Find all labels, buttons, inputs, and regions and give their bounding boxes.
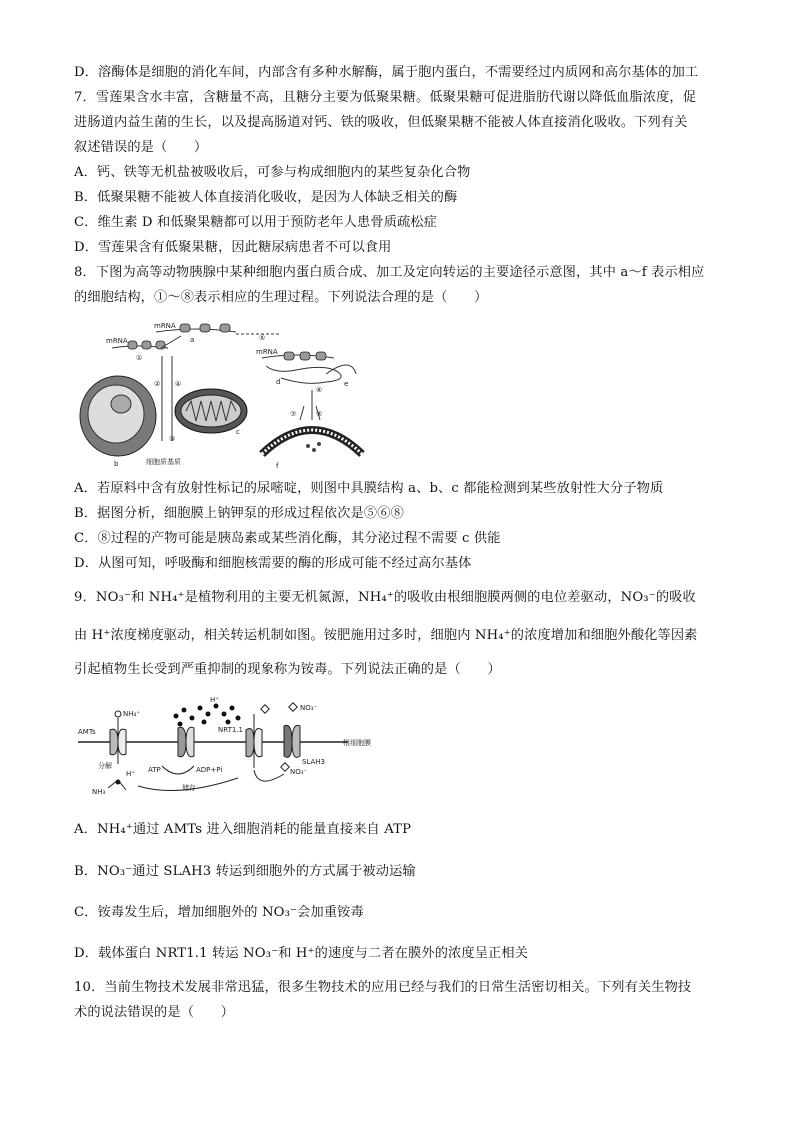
label-h-top: H⁺: [210, 696, 219, 704]
label-fenjie: 分解: [98, 762, 112, 770]
q7-stem-line1: 7．雪莲果含水丰富，含糖量不高，且糖分主要为低聚果糖。低聚果糖可促进脂肪代谢以降低血脂浓度，促: [74, 90, 697, 105]
nh4-ion-top: [115, 711, 121, 717]
label-slah3: SLAH3: [302, 758, 326, 766]
q10-stem-line1: 10．当前生物技术发展非常迅猛，很多生物技术的应用已经与我们的日常生活密切相关。下列有关生物技: [74, 980, 692, 995]
atp-adp-arrow: [162, 766, 194, 774]
label-atp: ATP: [148, 766, 161, 774]
q7-option-b: B．低聚果糖不能被人体直接消化吸收，是因为人体缺乏相关的酶: [74, 190, 458, 205]
q7-option-d: D．雪莲果含有低聚果糖，因此糖尿病患者不可以食用: [74, 240, 392, 255]
no3-cycle-arrow: [254, 770, 284, 781]
q9-option-d: D．载体蛋白 NRT1.1 转运 NO₃⁻和 H⁺的速度与二者在膜外的浓度呈正相关: [74, 946, 529, 961]
q7-option-a: A．钙、铁等无机盐被吸收后，可参与构成细胞内的某些复杂化合物: [74, 165, 471, 180]
q9-figure: [78, 694, 388, 800]
q6-option-d: D．溶酶体是细胞的消化车间，内部含有多种水解酶，属于胞内蛋白，不需要经过内质网和高尔基体的加工: [74, 65, 699, 80]
q9-stem-line1: 9．NO₃⁻和 NH₄⁺是植物利用的主要无机氮源，NH₄⁺的吸收由根细胞膜两侧的电位差驱动，NO₃⁻的吸收: [74, 590, 696, 605]
no3-ion-bottom: [281, 763, 289, 771]
label-p8: ⑧: [316, 410, 323, 418]
ribosome-group-left: [128, 341, 165, 349]
label-c: c: [236, 428, 240, 436]
label-e: e: [344, 380, 349, 388]
ribosome-group-a: [180, 324, 230, 332]
q8-option-a: A．若原料中含有放射性标记的尿嘧啶，则图中具膜结构 a、b、c 都能检测到某些放射性大分子物质: [74, 481, 664, 496]
slah3-transporter: [284, 725, 300, 757]
label-matrix: 细胞质基质: [146, 458, 181, 466]
q7-option-c: C．维生素 D 和低聚果糖都可以用于预防老年人患骨质疏松症: [74, 215, 438, 230]
q9-stem-line3: 引起植物生长受到严重抑制的现象称为铵毒。下列说法正确的是（ ）: [74, 662, 501, 677]
vesicle-contents: [306, 442, 321, 452]
loop-e: [326, 365, 356, 374]
label-p2: ②: [154, 380, 161, 388]
no3-ion-top: [289, 703, 297, 711]
q8-option-b: B．据图分析，细胞膜上钠钾泵的形成过程依次是⑤⑥⑧: [74, 506, 404, 521]
label-p1: ①: [136, 354, 143, 362]
q8-stem-line2: 的细胞结构，①～⑧表示相应的生理过程。下列说法合理的是（ ）: [74, 290, 488, 305]
h-pump: [178, 727, 194, 756]
nucleolus: [111, 395, 131, 413]
label-p4: ④: [175, 380, 182, 388]
q9-option-b: B．NO₃⁻通过 SLAH3 转运到细胞外的方式属于被动运输: [74, 864, 416, 879]
label-no3-top: NO₃⁻: [300, 704, 318, 712]
label-d: d: [276, 378, 281, 386]
q8-option-c: C．⑧过程的产物可能是胰岛素或某些消化酶，其分泌过程不需要 c 供能: [74, 531, 501, 546]
label-membrane: 根细胞膜: [343, 739, 371, 747]
label-mrna-right: mRNA: [256, 348, 278, 356]
q10-stem-line2: 术的说法错误的是（ ）: [74, 1005, 235, 1020]
label-no3-bottom: NO₃⁻: [290, 768, 308, 776]
label-f: f: [276, 462, 279, 470]
q7-stem-line2: 进肠道内益生菌的生长，以及提高肠道对钙、铁的吸收，但低聚果糖不能被人体直接消化吸收。下列有关: [74, 115, 688, 130]
h-ion-cluster: [174, 704, 241, 727]
label-a: a: [190, 336, 195, 344]
label-p5: ⑤: [259, 334, 266, 342]
nucleus-inner: [88, 385, 144, 443]
cell-membrane-f: [262, 430, 362, 454]
label-b: b: [114, 460, 119, 468]
mitochondrion-inner: [181, 395, 241, 427]
label-mrna-left: mRNA: [106, 337, 128, 345]
label-amts: AMTs: [78, 728, 96, 736]
q8-option-d: D．从图可知，呼吸酶和细胞核需要的酶的形成可能不经过高尔基体: [74, 556, 472, 571]
ribosome-group-right: [284, 352, 326, 360]
label-nrt: NRT1.1: [218, 726, 243, 734]
q8-stem-line1: 8．下图为高等动物胰腺中某种细胞内蛋白质合成、加工及定向转运的主要途径示意图，其中 a～f 表示相应: [74, 265, 705, 280]
label-p3: ③: [169, 435, 176, 443]
label-h-bottom: H⁺: [126, 770, 135, 778]
q9-stem-line2: 由 H⁺浓度梯度驱动，相关转运机制如图。铵肥施用过多时，细胞内 NH₄⁺的浓度增加和细胞外酸化等因素: [74, 628, 698, 643]
label-chucun: 储存: [182, 784, 196, 792]
label-p6: ⑥: [316, 386, 323, 394]
q8-figure: [76, 316, 366, 472]
no3-ion-nrt: [261, 705, 269, 713]
q9-option-a: A．NH₄⁺通过 AMTs 进入细胞消耗的能量直接来自 ATP: [74, 822, 412, 837]
label-p7: ⑦: [290, 410, 297, 418]
label-nh4-top: NH₄⁺: [123, 710, 141, 718]
q9-option-c: C．铵毒发生后，增加细胞外的 NO₃⁻会加重铵毒: [74, 905, 364, 920]
label-nh3: NH₃: [92, 788, 106, 796]
q7-stem-line3: 叙述错误的是（ ）: [74, 140, 208, 155]
label-adp: ADP+Pi: [196, 766, 223, 774]
arrow-process-7: [300, 406, 304, 420]
label-mrna-top: mRNA: [154, 322, 176, 330]
